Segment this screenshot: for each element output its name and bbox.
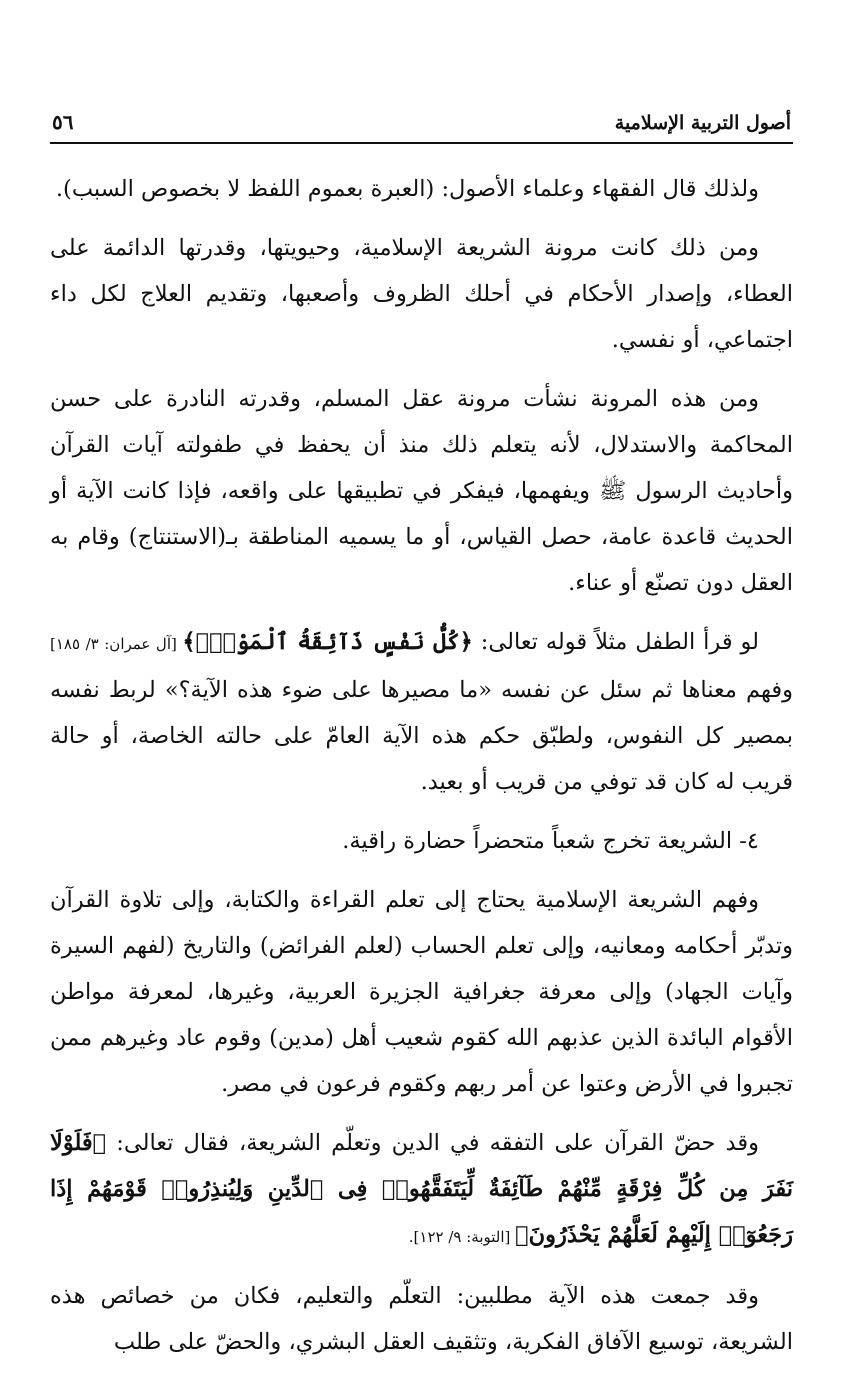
paragraph: ومن هذه المرونة نشأت مرونة عقل المسلم، وقدرته النادرة على حسن المحاكمة والاستدلال، لأنه يتعلم ذلك منذ أن يحفظ في طفولته آيات القرآن وأحاديث الرسول ﷺ ويفهمها، فيفكر في تطبيقها على واقعه، فإذا كانت الآية أو الحديث قاعدة عامة، حصل القياس، أو ما يسميه المناطقة بـ(الاستنتاج) وقام به العقل دون تصنّع أو عناء. <box>50 386 793 596</box>
book-title: أصول التربية الإسلامية <box>614 112 791 134</box>
paragraph: ومن ذلك كانت مرونة الشريعة الإسلامية، وحيويتها، وقدرتها الدائمة على العطاء، وإصدار الأحكام في أحلك الظروف وأصعبها، وتقديم العلاج لكل داء اجتماعي، أو نفسي. <box>50 235 793 353</box>
quran-verse: ﴿كُلُّ نَفْسٍ ذَآئِقَةُ ٱلْمَوْتِۗ﴾ <box>182 629 473 655</box>
running-header <box>50 92 793 144</box>
paragraph-text: وفهم معناها ثم سئل عن نفسه «ما مصيرها على ضوء هذه الآية؟» لربط نفسه بمصير كل النفوس، ولطبّق حكم هذه الآية العامّ على حالته الخاصة، أو حالة قريب له كان قد توفي من قريب أو بعيد. <box>50 677 793 795</box>
paragraph: وقد جمعت هذه الآية مطلبين: التعلّم والتعليم، فكان من خصائص هذه الشريعة، توسيع الآفاق الفكرية، وتثقيف العقل البشري، والحضّ على طلب <box>50 1283 793 1355</box>
quran-verse: ﴿فَلَوْلَا نَفَرَ مِن كُلِّ فِرْقَةٍ مِّنْهُمْ طَآئِفَةٌ لِّيَتَفَقَّهُوا۟ فِى ٱلدِّينِ وَلِيُنذِرُوا۟ قَوْمَهُمْ إِذَا رَجَعُوٓا۟ إِلَيْهِمْ لَعَلَّهُمْ يَحْذَرُونَ﴾ <box>50 1130 793 1248</box>
paragraph <box>50 1120 793 1260</box>
page-number: ٥٦ <box>52 110 74 134</box>
paragraph-text: لو قرأ الطفل مثلاً قوله تعالى: <box>472 629 760 655</box>
paragraph: وفهم الشريعة الإسلامية يحتاج إلى تعلم القراءة والكتابة، وإلى تلاوة القرآن وتدبّر أحكامه ومعانيه، وإلى تعلم الحساب (لعلم الفرائض) والتاريخ (لفهم السيرة وآيات الجهاد) وإلى معرفة جغرافية الجزيرة العربية، وغيرها، لمعرفة مواطن الأقوام البائدة الذين عذبهم الله كقوم شعيب أهل (مدين) وقوم عاد وغيرهم ممن تجبروا في الأرض وعتوا عن أمر ربهم وكقوم فرعون في مصر. <box>50 887 793 1097</box>
numbered-heading: ٤- الشريعة تخرج شعباً متحضراً حضارة راقية. <box>342 828 759 854</box>
paragraph <box>50 619 793 805</box>
paragraph: ولذلك قال الفقهاء وعلماء الأصول: (العبرة بعموم اللفظ لا بخصوص السبب). <box>55 176 759 202</box>
page-body <box>50 166 793 1365</box>
verse-reference: [التوبة: ٩/ ١٢٢]. <box>408 1228 516 1246</box>
paragraph-text: وقد حضّ القرآن على التفقه في الدين وتعلّم الشريعة، فقال تعالى: <box>106 1130 759 1156</box>
verse-reference: [آل عمران: ٣/ ١٨٥] <box>50 635 183 653</box>
